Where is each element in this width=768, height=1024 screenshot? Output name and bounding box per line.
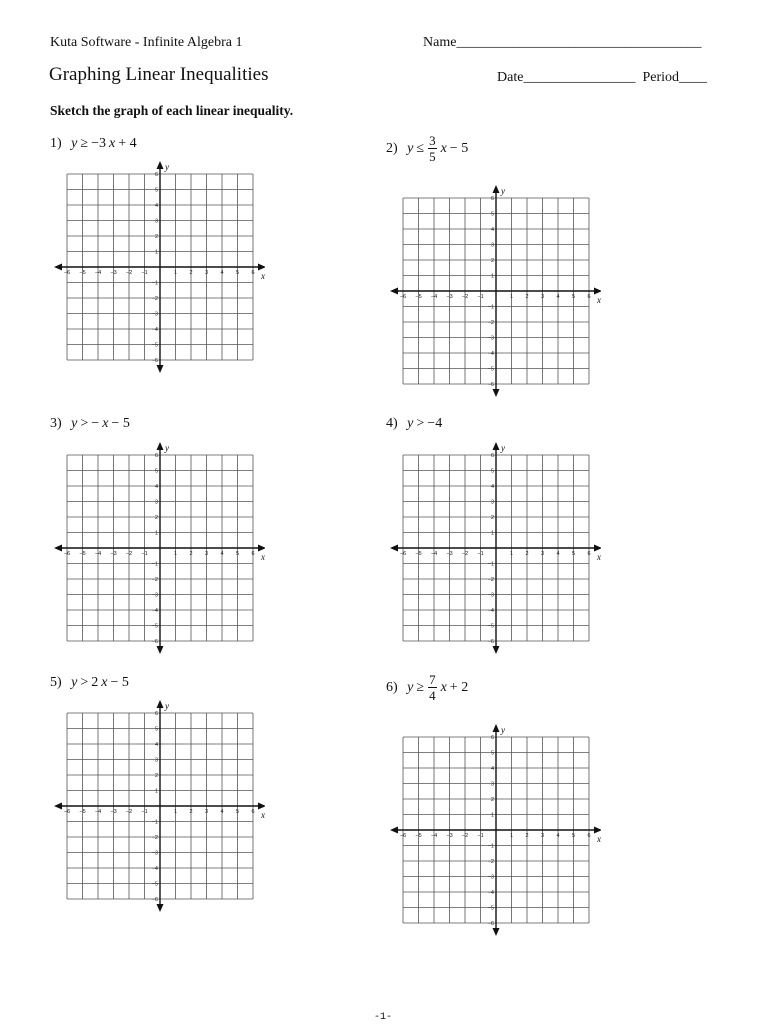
problem-rest: + 2 — [449, 679, 469, 695]
x-axis-right-arrow-icon — [258, 803, 265, 810]
y-tick-label: −5 — [487, 905, 494, 912]
y-tick-label: −2 — [487, 320, 494, 326]
coordinate-grid-6[interactable] — [386, 721, 601, 941]
problem-1 — [50, 136, 137, 152]
y-tick-label: −4 — [487, 890, 494, 896]
y-axis-down-arrow-icon — [157, 646, 164, 654]
x-tick-label: 6 — [251, 809, 255, 815]
y-tick-label: 4 — [154, 742, 158, 748]
date-blank: ________________ — [523, 70, 636, 85]
y-tick-label: 2 — [490, 797, 494, 803]
y-tick-label: −2 — [151, 296, 158, 302]
x-axis-right-arrow-icon — [258, 264, 265, 271]
x-tick-label: 2 — [525, 294, 529, 300]
y-tick-label: −1 — [487, 304, 494, 311]
problem-number: 2) — [386, 140, 398, 156]
y-tick-label: 5 — [154, 726, 158, 733]
name-blank: ___________________________________ — [456, 35, 702, 50]
x-tick-label: 6 — [251, 270, 255, 276]
y-tick-label: −6 — [151, 639, 158, 645]
y-tick-label: −4 — [151, 608, 158, 614]
x-tick-label: −5 — [79, 809, 86, 815]
y-tick-label: 2 — [154, 234, 158, 240]
y-tick-label: 1 — [154, 530, 158, 537]
x-axis-label: x — [597, 552, 601, 562]
y-tick-label: 3 — [490, 781, 494, 788]
y-axis-down-arrow-icon — [493, 646, 500, 654]
y-axis-down-arrow-icon — [493, 389, 500, 397]
x-tick-label: −6 — [399, 833, 407, 839]
x-tick-label: −1 — [141, 270, 148, 276]
x-tick-label: −4 — [430, 551, 438, 557]
problem-fraction: $\frac{3}{5}$ — [429, 133, 436, 164]
y-tick-label: 1 — [490, 812, 494, 819]
y-tick-label: 1 — [154, 788, 158, 795]
y-tick-label: −1 — [487, 561, 494, 568]
x-tick-label: −4 — [94, 551, 102, 557]
x-tick-label: −2 — [461, 833, 469, 839]
y-tick-label: −4 — [487, 351, 494, 357]
problem-rest: + 4 — [118, 136, 137, 151]
x-tick-label: −3 — [446, 294, 453, 300]
y-tick-label: −2 — [487, 859, 494, 865]
x-tick-label: −1 — [477, 551, 484, 557]
x-axis-left-arrow-icon — [54, 264, 62, 271]
x-tick-label: 6 — [251, 551, 255, 557]
problem-xvar: x — [440, 140, 447, 156]
y-axis-label: y — [501, 725, 505, 735]
y-tick-label: −3 — [151, 592, 158, 599]
x-axis-label: x — [261, 810, 265, 820]
y-tick-label: 5 — [154, 468, 158, 475]
x-tick-label: −2 — [125, 270, 133, 276]
problem-var: y — [407, 140, 414, 156]
x-tick-label: −6 — [399, 294, 407, 300]
x-tick-label: −5 — [415, 551, 422, 557]
y-tick-label: 3 — [154, 499, 158, 506]
problem-number: 3) — [50, 416, 62, 431]
problem-rest: − 5 — [111, 416, 130, 431]
y-tick-label: −6 — [151, 897, 158, 903]
y-tick-label: 2 — [154, 515, 158, 521]
x-tick-label: 5 — [235, 809, 240, 815]
name-label: Name — [423, 35, 457, 50]
problem-6 — [386, 673, 468, 702]
x-tick-label: 3 — [540, 833, 545, 839]
y-tick-label: −3 — [151, 311, 158, 318]
y-tick-label: 1 — [154, 249, 158, 256]
y-tick-label: −3 — [487, 335, 494, 342]
worksheet-title: Graphing Linear Inequalities — [49, 64, 269, 85]
x-axis-left-arrow-icon — [54, 545, 62, 552]
x-tick-label: −2 — [125, 551, 133, 557]
problem-fraction: $\frac{7}{4}$ — [429, 672, 436, 703]
x-tick-label: 4 — [556, 833, 560, 839]
problem-op: > — [80, 675, 89, 690]
x-tick-label: −1 — [141, 551, 148, 557]
x-tick-label: 3 — [540, 551, 545, 557]
x-tick-label: 4 — [220, 551, 224, 557]
y-tick-label: −3 — [487, 592, 494, 599]
y-tick-label: −3 — [487, 874, 494, 881]
x-tick-label: −5 — [79, 551, 86, 557]
x-tick-label: 5 — [235, 270, 240, 276]
x-tick-label: −2 — [461, 294, 469, 300]
x-tick-label: 1 — [173, 551, 178, 557]
problem-5 — [50, 675, 129, 691]
y-tick-label: 5 — [490, 750, 494, 757]
y-tick-label: −2 — [151, 835, 158, 841]
problem-coef: 2 — [91, 675, 99, 690]
x-tick-label: 3 — [204, 270, 209, 276]
y-axis-up-arrow-icon — [157, 161, 164, 169]
y-tick-label: 3 — [490, 499, 494, 506]
x-tick-label: 1 — [509, 833, 514, 839]
x-tick-label: 5 — [571, 294, 576, 300]
x-tick-label: 3 — [204, 809, 209, 815]
x-tick-label: −3 — [446, 551, 453, 557]
problem-rest: − 5 — [449, 140, 469, 156]
x-tick-label: −1 — [477, 833, 484, 839]
y-axis-label: y — [501, 443, 505, 453]
problem-rest: − 5 — [110, 675, 129, 690]
problem-var: y — [407, 416, 414, 431]
x-axis-label: x — [261, 552, 265, 562]
problem-number: 1) — [50, 136, 62, 151]
x-tick-label: 6 — [587, 551, 591, 557]
period-blank: ____ — [679, 70, 707, 85]
x-axis-right-arrow-icon — [594, 827, 601, 834]
x-tick-label: −5 — [415, 833, 422, 839]
problem-3 — [50, 416, 130, 432]
y-tick-label: −4 — [151, 866, 158, 872]
y-tick-label: 2 — [490, 515, 494, 521]
problem-xvar: x — [102, 416, 109, 431]
x-tick-label: 2 — [189, 809, 193, 815]
y-tick-label: −6 — [487, 382, 494, 388]
x-axis-left-arrow-icon — [390, 545, 398, 552]
coordinate-grid-3[interactable] — [50, 439, 265, 659]
y-tick-label: 6 — [490, 453, 494, 459]
coordinate-grid-4[interactable] — [386, 439, 601, 659]
x-tick-label: 2 — [189, 270, 193, 276]
y-tick-label: −1 — [487, 843, 494, 850]
y-tick-label: 4 — [154, 484, 158, 490]
x-tick-label: 6 — [587, 294, 591, 300]
y-tick-label: 6 — [490, 735, 494, 741]
y-tick-label: −4 — [151, 327, 158, 333]
coordinate-grid-1[interactable] — [50, 158, 265, 378]
y-tick-label: −2 — [487, 577, 494, 583]
x-tick-label: 4 — [556, 551, 560, 557]
y-axis-up-arrow-icon — [493, 442, 500, 450]
y-tick-label: −6 — [487, 921, 494, 927]
y-axis-down-arrow-icon — [493, 928, 500, 936]
x-tick-label: 2 — [189, 551, 193, 557]
problem-op: ≤ — [416, 140, 425, 156]
problem-op: ≥ — [80, 136, 89, 151]
y-tick-label: 3 — [154, 757, 158, 764]
y-axis-label: y — [165, 701, 169, 711]
y-tick-label: −6 — [487, 639, 494, 645]
x-tick-label: 6 — [587, 833, 591, 839]
y-tick-label: 3 — [490, 242, 494, 249]
y-tick-label: 6 — [154, 711, 158, 717]
y-tick-label: 6 — [490, 196, 494, 202]
y-tick-label: 4 — [490, 484, 494, 490]
x-tick-label: −3 — [110, 551, 117, 557]
x-tick-label: 1 — [509, 294, 514, 300]
problem-var: y — [71, 416, 78, 431]
problem-var: y — [71, 675, 78, 690]
y-axis-label: y — [501, 186, 505, 196]
y-axis-label: y — [165, 162, 169, 172]
problem-coef: −3 — [91, 136, 106, 151]
problem-number: 4) — [386, 416, 398, 431]
x-tick-label: −6 — [63, 551, 71, 557]
period-label: Period — [642, 70, 679, 85]
problem-2 — [386, 134, 468, 163]
y-tick-label: −5 — [487, 623, 494, 630]
x-tick-label: −6 — [63, 809, 71, 815]
x-axis-right-arrow-icon — [594, 545, 601, 552]
x-tick-label: −6 — [63, 270, 71, 276]
x-axis-left-arrow-icon — [54, 803, 62, 810]
x-tick-label: −6 — [399, 551, 407, 557]
x-tick-label: −4 — [430, 294, 438, 300]
x-tick-label: 4 — [220, 270, 224, 276]
y-axis-down-arrow-icon — [157, 365, 164, 373]
problem-xvar: x — [101, 675, 108, 690]
y-tick-label: 1 — [490, 530, 494, 537]
problem-op: > — [416, 416, 425, 431]
problem-op: > — [80, 416, 89, 431]
y-tick-label: −3 — [151, 850, 158, 857]
y-tick-label: −5 — [151, 881, 158, 888]
x-tick-label: 1 — [509, 551, 514, 557]
coordinate-grid-2[interactable] — [386, 182, 601, 402]
x-tick-label: 1 — [173, 809, 178, 815]
problem-var: y — [71, 136, 78, 151]
y-tick-label: −6 — [151, 358, 158, 364]
problem-op: ≥ — [416, 679, 425, 695]
x-tick-label: 5 — [571, 833, 576, 839]
x-axis-left-arrow-icon — [390, 827, 398, 834]
y-tick-label: 4 — [490, 766, 494, 772]
problem-xvar: x — [108, 136, 116, 151]
x-tick-label: −5 — [79, 270, 86, 276]
x-tick-label: −2 — [461, 551, 469, 557]
x-tick-label: −1 — [477, 294, 484, 300]
x-tick-label: 1 — [173, 270, 178, 276]
y-tick-label: 4 — [154, 203, 158, 209]
x-axis-left-arrow-icon — [390, 288, 398, 295]
x-tick-label: −4 — [94, 809, 102, 815]
x-axis-label: x — [597, 295, 601, 305]
y-tick-label: −1 — [151, 819, 158, 826]
x-axis-right-arrow-icon — [258, 545, 265, 552]
y-tick-label: −1 — [151, 280, 158, 287]
y-axis-up-arrow-icon — [493, 185, 500, 193]
y-axis-up-arrow-icon — [493, 724, 500, 732]
name-field[interactable] — [423, 35, 701, 51]
x-axis-label: x — [261, 271, 265, 281]
x-tick-label: 5 — [571, 551, 576, 557]
x-tick-label: −3 — [110, 809, 117, 815]
problem-number: 6) — [386, 679, 398, 695]
x-tick-label: −3 — [110, 270, 117, 276]
y-tick-label: −1 — [151, 561, 158, 568]
x-tick-label: −1 — [141, 809, 148, 815]
y-tick-label: −5 — [487, 366, 494, 373]
x-tick-label: −3 — [446, 833, 453, 839]
x-tick-label: 2 — [525, 833, 529, 839]
y-tick-label: 6 — [154, 453, 158, 459]
y-tick-label: 4 — [490, 227, 494, 233]
x-axis-label: x — [597, 834, 601, 844]
y-tick-label: 5 — [490, 468, 494, 475]
y-tick-label: −5 — [151, 342, 158, 349]
y-tick-label: 6 — [154, 172, 158, 178]
x-axis-right-arrow-icon — [594, 288, 601, 295]
x-tick-label: 4 — [556, 294, 560, 300]
y-axis-down-arrow-icon — [157, 904, 164, 912]
y-tick-label: −2 — [151, 577, 158, 583]
problem-rhs: −4 — [427, 416, 443, 431]
y-tick-label: 3 — [154, 218, 158, 225]
y-tick-label: 1 — [490, 273, 494, 280]
x-tick-label: 2 — [525, 551, 529, 557]
y-axis-label: y — [165, 443, 169, 453]
y-tick-label: −5 — [151, 623, 158, 630]
instructions: Sketch the graph of each linear inequality. — [50, 103, 294, 118]
y-axis-up-arrow-icon — [157, 700, 164, 708]
publisher-label: Kuta Software - Infinite Algebra 1 — [50, 35, 243, 50]
y-tick-label: 2 — [154, 773, 158, 779]
x-tick-label: 5 — [235, 551, 240, 557]
x-tick-label: −5 — [415, 294, 422, 300]
x-tick-label: 3 — [540, 294, 545, 300]
x-tick-label: −4 — [94, 270, 102, 276]
problem-var: y — [407, 679, 414, 695]
y-axis-up-arrow-icon — [157, 442, 164, 450]
x-tick-label: −2 — [125, 809, 133, 815]
problem-number: 5) — [50, 675, 62, 690]
x-tick-label: −4 — [430, 833, 438, 839]
y-tick-label: 5 — [490, 211, 494, 218]
date-period-field[interactable] — [497, 70, 707, 86]
y-tick-label: 2 — [490, 258, 494, 264]
problem-xvar: x — [440, 679, 447, 695]
coordinate-grid-5[interactable] — [50, 697, 265, 917]
page-number: -1- — [374, 1012, 393, 1023]
y-tick-label: −4 — [487, 608, 494, 614]
x-tick-label: 3 — [204, 551, 209, 557]
problem-4 — [386, 416, 442, 432]
date-label: Date — [497, 70, 524, 85]
problem-coef: − — [91, 416, 100, 431]
x-tick-label: 4 — [220, 809, 224, 815]
y-tick-label: 5 — [154, 187, 158, 194]
